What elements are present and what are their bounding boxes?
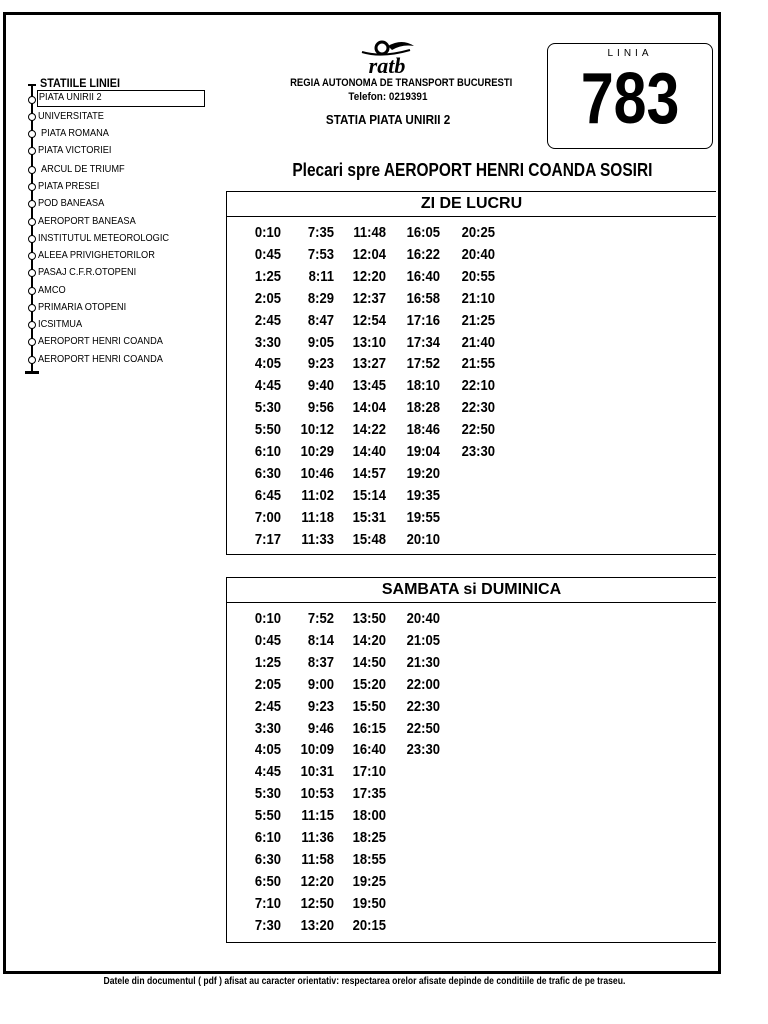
departure-time: 11:18 bbox=[301, 509, 334, 526]
departure-time: 21:10 bbox=[461, 290, 495, 307]
departure-time: 16:40 bbox=[406, 268, 440, 285]
station-label: ICSITMUA bbox=[38, 318, 83, 330]
departure-time: 22:10 bbox=[461, 378, 495, 395]
departure-time: 12:54 bbox=[352, 312, 386, 329]
departure-time: 5:50 bbox=[254, 808, 281, 825]
departure-time: 11:33 bbox=[301, 531, 334, 548]
departure-time: 6:10 bbox=[254, 830, 281, 846]
departure-time: 6:50 bbox=[254, 873, 281, 890]
departure-time: 16:05 bbox=[406, 225, 440, 241]
departure-time: 18:46 bbox=[406, 422, 440, 439]
departure-time: 20:40 bbox=[406, 611, 440, 627]
departure-time: 7:17 bbox=[254, 531, 281, 548]
station-dot-icon bbox=[28, 147, 36, 155]
departure-time: 15:20 bbox=[352, 676, 386, 693]
departure-time: 8:47 bbox=[307, 312, 334, 329]
station-dot-icon bbox=[28, 356, 36, 364]
departure-time: 22:30 bbox=[406, 698, 440, 715]
departure-time: 14:20 bbox=[352, 632, 386, 649]
departure-time: 21:30 bbox=[406, 654, 440, 671]
departure-time: 19:35 bbox=[406, 487, 440, 504]
departure-time: 20:25 bbox=[461, 225, 495, 241]
departure-time: 18:25 bbox=[352, 830, 386, 846]
weekend-schedule bbox=[226, 577, 716, 943]
departure-time: 7:30 bbox=[254, 917, 281, 934]
svg-text:ratb: ratb bbox=[368, 53, 406, 76]
direction-title: Plecari spre AEROPORT HENRI COANDA SOSIRI bbox=[291, 160, 653, 180]
station-dot-icon bbox=[28, 304, 36, 312]
departure-time: 4:05 bbox=[254, 742, 281, 759]
departure-time: 11:48 bbox=[353, 225, 386, 241]
departure-time: 2:05 bbox=[254, 676, 281, 693]
station-dot-icon bbox=[28, 166, 36, 174]
departure-time: 9:40 bbox=[307, 378, 334, 395]
departure-time: 16:15 bbox=[352, 720, 386, 737]
departure-time: 13:10 bbox=[352, 334, 386, 351]
departure-time: 1:25 bbox=[254, 654, 281, 671]
stations-title: STATIILE LINIEI bbox=[40, 76, 121, 90]
departure-time: 18:00 bbox=[352, 808, 386, 825]
departure-time: 15:48 bbox=[352, 531, 386, 548]
departure-time: 12:37 bbox=[352, 290, 386, 307]
departure-time: 10:31 bbox=[300, 764, 334, 781]
departure-time: 1:25 bbox=[254, 268, 281, 285]
current-station-highlight bbox=[37, 90, 205, 107]
departure-time: 7:10 bbox=[254, 895, 281, 912]
station-label: AEROPORT BANEASA bbox=[38, 215, 136, 227]
station-dot-icon bbox=[28, 183, 36, 191]
station-label: PASAJ C.F.R.OTOPENI bbox=[38, 266, 137, 278]
line-label: LINIA bbox=[607, 48, 653, 59]
departure-time: 12:50 bbox=[300, 895, 334, 912]
departure-time: 5:50 bbox=[254, 422, 281, 439]
station-label: AEROPORT HENRI COANDA bbox=[38, 335, 163, 347]
departure-time: 13:50 bbox=[352, 611, 386, 627]
current-station: STATIA PIATA UNIRII 2 bbox=[325, 112, 451, 127]
station-label: ALEEA PRIVIGHETORILOR bbox=[38, 249, 155, 261]
departure-time: 6:30 bbox=[254, 851, 281, 868]
departure-time: 10:53 bbox=[300, 786, 334, 803]
route-line-end bbox=[25, 371, 39, 374]
departure-time: 15:31 bbox=[352, 509, 386, 526]
station-label: PIATA VICTORIEI bbox=[38, 144, 112, 156]
departure-time: 14:22 bbox=[352, 422, 386, 439]
departure-time: 17:16 bbox=[406, 312, 440, 329]
departure-time: 0:45 bbox=[254, 632, 281, 649]
station-dot-icon bbox=[28, 96, 36, 104]
station-label: ARCUL DE TRIUMF bbox=[41, 163, 125, 175]
departure-time: 20:15 bbox=[352, 917, 386, 934]
departure-time: 20:10 bbox=[406, 531, 440, 548]
departure-time: 18:28 bbox=[406, 400, 440, 417]
departure-time: 7:35 bbox=[307, 225, 334, 241]
departure-time: 13:27 bbox=[352, 356, 386, 373]
ratb-logo-icon bbox=[352, 40, 422, 76]
departure-time: 12:04 bbox=[352, 246, 386, 263]
departure-time: 19:50 bbox=[352, 895, 386, 912]
departure-time: 16:40 bbox=[352, 742, 386, 759]
departure-time: 5:30 bbox=[254, 786, 281, 803]
station-label: INSTITUTUL METEOROLOGIC bbox=[38, 232, 170, 244]
weekend-title: SAMBATA si DUMINICA bbox=[227, 578, 716, 603]
departure-time: 4:45 bbox=[254, 378, 281, 395]
station-dot-icon bbox=[28, 269, 36, 277]
station-dot-icon bbox=[28, 130, 36, 138]
station-dot-icon bbox=[28, 200, 36, 208]
departure-time: 21:25 bbox=[461, 312, 495, 329]
phone-number: Telefon: 0219391 bbox=[348, 91, 428, 103]
departure-time: 9:23 bbox=[307, 356, 334, 373]
departure-time: 20:40 bbox=[461, 246, 495, 263]
departure-time: 19:04 bbox=[406, 444, 440, 460]
departure-time: 14:40 bbox=[352, 444, 386, 460]
departure-time: 19:20 bbox=[406, 465, 440, 482]
departure-time: 10:09 bbox=[300, 742, 334, 759]
departure-time: 9:00 bbox=[307, 676, 334, 693]
departure-time: 18:10 bbox=[406, 378, 440, 395]
station-label: AMCO bbox=[38, 284, 66, 296]
departure-time: 22:50 bbox=[461, 422, 495, 439]
departure-time: 15:50 bbox=[352, 698, 386, 715]
departure-time: 17:52 bbox=[406, 356, 440, 373]
departure-time: 15:14 bbox=[352, 487, 386, 504]
departure-time: 2:05 bbox=[254, 290, 281, 307]
departure-time: 7:00 bbox=[254, 509, 281, 526]
departure-time: 3:30 bbox=[254, 334, 281, 351]
departure-time: 22:00 bbox=[406, 676, 440, 693]
departure-time: 10:46 bbox=[300, 465, 334, 482]
departure-time: 5:30 bbox=[254, 400, 281, 417]
station-dot-icon bbox=[28, 218, 36, 226]
departure-time: 7:53 bbox=[307, 246, 334, 263]
departure-time: 20:55 bbox=[461, 268, 495, 285]
station-dot-icon bbox=[28, 252, 36, 260]
line-number-box bbox=[547, 43, 713, 149]
departure-time: 19:55 bbox=[406, 509, 440, 526]
departure-time: 14:57 bbox=[352, 465, 386, 482]
departure-time: 4:45 bbox=[254, 764, 281, 781]
departure-time: 3:30 bbox=[254, 720, 281, 737]
departure-time: 11:36 bbox=[301, 830, 334, 846]
departure-time: 14:50 bbox=[352, 654, 386, 671]
departure-time: 16:22 bbox=[406, 246, 440, 263]
station-label: PIATA PRESEI bbox=[38, 180, 100, 192]
station-label: PIATA ROMANA bbox=[41, 127, 109, 139]
departure-time: 11:15 bbox=[301, 808, 334, 825]
departure-time: 17:10 bbox=[352, 764, 386, 781]
departure-time: 22:50 bbox=[406, 720, 440, 737]
departure-time: 0:10 bbox=[254, 611, 281, 627]
departure-time: 10:12 bbox=[300, 422, 334, 439]
station-dot-icon bbox=[28, 287, 36, 295]
departure-time: 14:04 bbox=[352, 400, 386, 417]
departure-time: 21:05 bbox=[406, 632, 440, 649]
organization-name: REGIA AUTONOMA DE TRANSPORT BUCURESTI bbox=[290, 77, 513, 89]
weekday-title: ZI DE LUCRU bbox=[227, 192, 716, 217]
station-label: PRIMARIA OTOPENI bbox=[38, 301, 127, 313]
departure-time: 0:10 bbox=[254, 225, 281, 241]
departure-time: 21:40 bbox=[461, 334, 495, 351]
departure-time: 8:29 bbox=[307, 290, 334, 307]
station-label: POD BANEASA bbox=[38, 197, 105, 209]
departure-time: 8:11 bbox=[308, 268, 334, 285]
departure-time: 2:45 bbox=[254, 698, 281, 715]
departure-time: 2:45 bbox=[254, 312, 281, 329]
departure-time: 12:20 bbox=[352, 268, 386, 285]
departure-time: 22:30 bbox=[461, 400, 495, 417]
station-label: UNIVERSITATE bbox=[38, 110, 104, 122]
line-number: 783 bbox=[580, 59, 680, 139]
departure-time: 16:58 bbox=[406, 290, 440, 307]
departure-time: 10:29 bbox=[300, 444, 334, 460]
departure-time: 23:30 bbox=[461, 444, 495, 460]
departure-time: 8:14 bbox=[307, 632, 334, 649]
departure-time: 17:34 bbox=[406, 334, 440, 351]
route-line bbox=[31, 86, 33, 372]
station-dot-icon bbox=[28, 321, 36, 329]
departure-time: 4:05 bbox=[254, 356, 281, 373]
departure-time: 6:30 bbox=[254, 465, 281, 482]
departure-time: 19:25 bbox=[352, 873, 386, 890]
departure-time: 23:30 bbox=[406, 742, 440, 759]
departure-time: 18:55 bbox=[352, 851, 386, 868]
station-dot-icon bbox=[28, 235, 36, 243]
station-label: PIATA UNIRII 2 bbox=[38, 91, 102, 103]
departure-time: 17:35 bbox=[352, 786, 386, 803]
station-label: AEROPORT HENRI COANDA bbox=[38, 353, 163, 365]
departure-time: 9:23 bbox=[307, 698, 334, 715]
station-dot-icon bbox=[28, 338, 36, 346]
weekday-schedule bbox=[226, 191, 716, 555]
station-dot-icon bbox=[28, 113, 36, 121]
departure-time: 13:20 bbox=[300, 917, 334, 934]
departure-time: 9:05 bbox=[307, 334, 334, 351]
departure-time: 6:10 bbox=[254, 444, 281, 460]
departure-time: 7:52 bbox=[307, 611, 334, 627]
departure-time: 0:45 bbox=[254, 246, 281, 263]
departure-time: 12:20 bbox=[300, 873, 334, 890]
departure-time: 11:02 bbox=[301, 487, 334, 504]
departure-time: 21:55 bbox=[461, 356, 495, 373]
footer-disclaimer: Datele din documentul ( pdf ) afisat au caracter orientativ: respectarea orelor afisate depinde de conditiile de trafic de pe traseu. bbox=[103, 976, 625, 987]
departure-time: 13:45 bbox=[352, 378, 386, 395]
departure-time: 9:56 bbox=[307, 400, 334, 417]
departure-time: 8:37 bbox=[307, 654, 334, 671]
departure-time: 11:58 bbox=[301, 851, 334, 868]
departure-time: 6:45 bbox=[254, 487, 281, 504]
departure-time: 9:46 bbox=[307, 720, 334, 737]
